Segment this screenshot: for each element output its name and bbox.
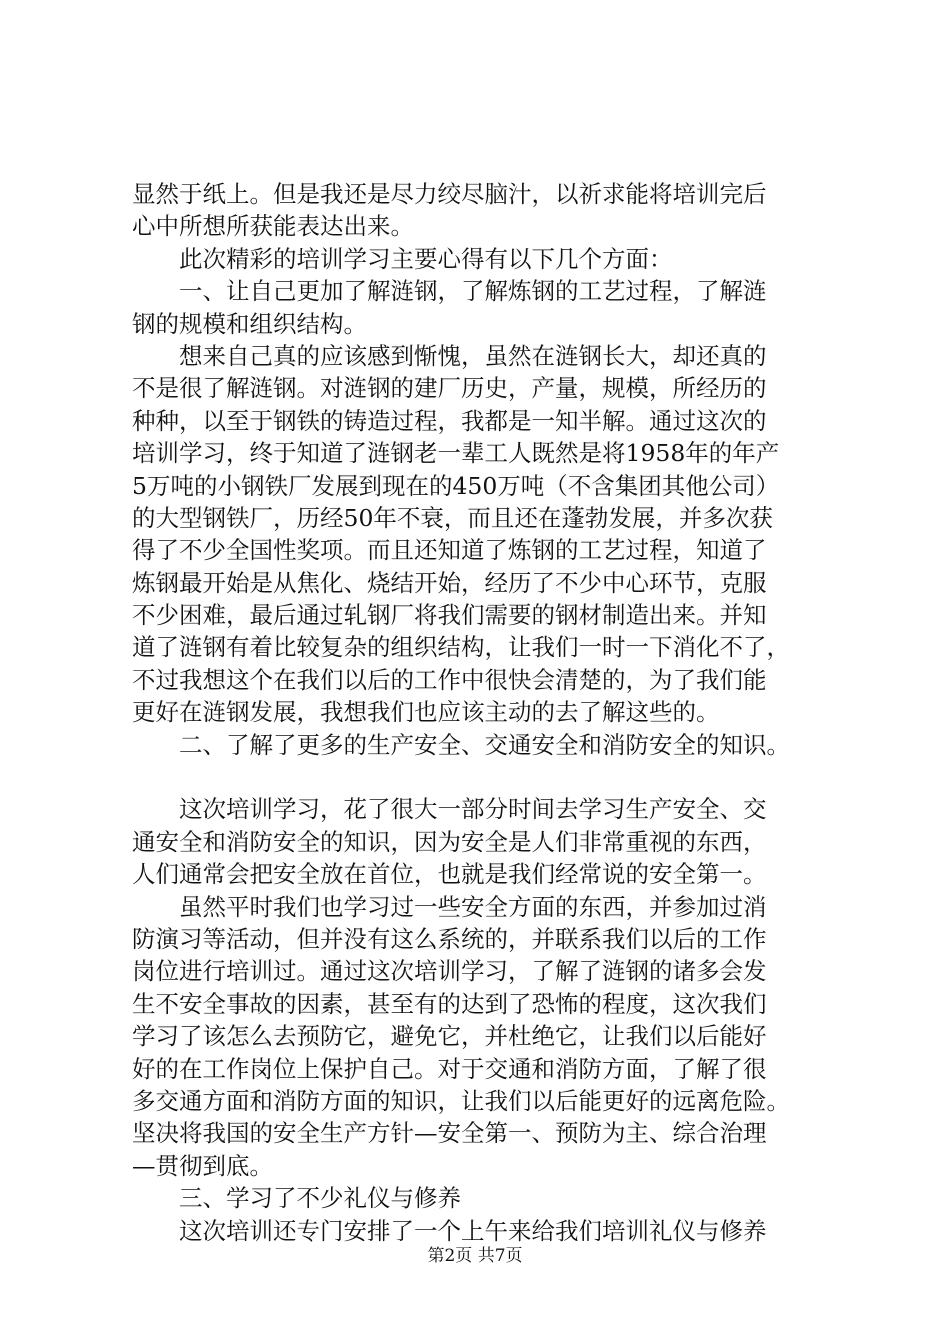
text-line: 显然于纸上。但是我还是尽力绞尽脑汁，以祈求能将培训完后 (132, 180, 767, 208)
text-line: 道了涟钢有着比较复杂的组织结构，让我们一时一下消化不了， (132, 633, 790, 662)
text-line: 想来自己真的应该感到惭愧，虽然在涟钢长大，却还真的 (132, 341, 767, 370)
text-line: 培训学习，终于知道了涟钢老一辈工人既然是将1958年的年产 (132, 439, 780, 468)
text-line: 不过我想这个在我们以后的工作中很快会清楚的，为了我们能 (132, 665, 767, 694)
text-line: 岗位进行培训过。通过这次培训学习，了解了涟钢的诸多会发 (132, 957, 767, 986)
text-line: 这次培训学习，花了很大一部分时间去学习生产安全、交 (132, 795, 767, 824)
text-line: 心中所想所获能表达出来。 (132, 212, 414, 241)
text-line: 三、学习了不少礼仪与修养 (132, 1184, 461, 1213)
text-line: 不少困难，最后通过轧钢厂将我们需要的钢材制造出来。并知 (132, 601, 767, 630)
text-line: 的大型钢铁厂，历经50年不衰，而且还在蓬勃发展，并多次获 (132, 503, 773, 532)
text-line: 更好在涟钢发展，我想我们也应该主动的去了解这些的。 (132, 698, 720, 727)
text-line: 种种，以至于钢铁的铸造过程，我都是一知半解。通过这次的 (132, 406, 767, 435)
page-footer (0, 1244, 950, 1268)
text-line: 学习了该怎么去预防它，避免它，并杜绝它，让我们以后能好 (132, 1022, 767, 1051)
text-line: 一、让自己更加了解涟钢，了解炼钢的工艺过程，了解涟 (132, 277, 767, 306)
text-line: 不是很了解涟钢。对涟钢的建厂历史，产量，规模，所经历的 (132, 374, 767, 403)
text-line: 人们通常会把安全放在首位，也就是我们经常说的安全第一。 (132, 860, 767, 889)
text-line: 虽然平时我们也学习过一些安全方面的东西，并参加过消 (132, 892, 767, 921)
text-line: 防演习等活动，但并没有这么系统的，并联系我们以后的工作 (132, 924, 767, 953)
text-line: 生不安全事故的因素，甚至有的达到了恐怖的程度，这次我们 (132, 989, 767, 1018)
text-line: 通安全和消防安全的知识，因为安全是人们非常重视的东西， (132, 827, 767, 856)
body-text (132, 178, 852, 1247)
text-line: 二、了解了更多的生产安全、交通安全和消防安全的知识。 (132, 730, 790, 759)
text-line: 得了不少全国性奖项。而且还知道了炼钢的工艺过程，知道了 (132, 536, 767, 565)
text-line: 好的在工作岗位上保护自己。对于交通和消防方面，了解了很 (132, 1054, 767, 1083)
text-line: 5万吨的小钢铁厂发展到现在的450万吨（不含集团其他公司） (132, 471, 780, 500)
text-line: 此次精彩的培训学习主要心得有以下几个方面： (132, 244, 673, 273)
text-line: 钢的规模和组织结构。 (132, 309, 367, 338)
text-line: 坚决将我国的安全生产方针—安全第一、预防为主、综合治理 (132, 1119, 767, 1148)
blank-line (132, 761, 852, 793)
page-number-label: 第2页 共7页 (427, 1246, 523, 1266)
text-line: —贯彻到底。 (132, 1151, 273, 1180)
text-line: 多交通方面和消防方面的知识，让我们以后能更好的远离危险。 (132, 1086, 790, 1115)
text-line: 这次培训还专门安排了一个上午来给我们培训礼仪与修养 (132, 1216, 767, 1245)
text-line: 炼钢最开始是从焦化、烧结开始，经历了不少中心环节，克服 (132, 568, 767, 597)
